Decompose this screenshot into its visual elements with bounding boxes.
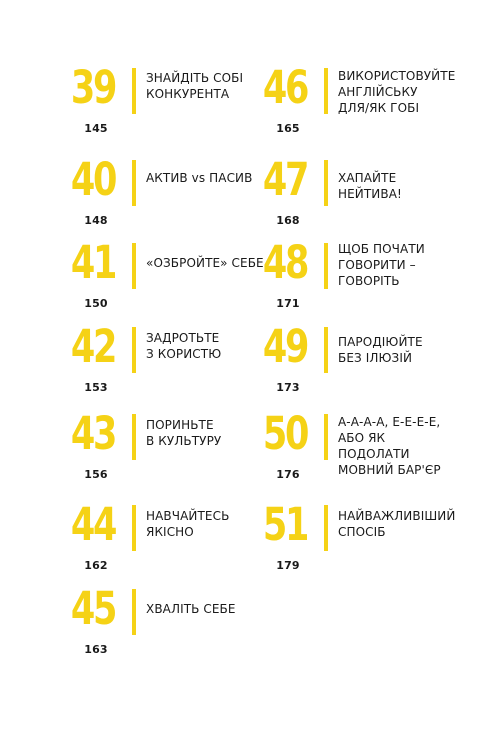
toc-entry[interactable] — [252, 61, 456, 148]
toc-entry[interactable] — [252, 498, 456, 585]
accent-bar — [324, 68, 328, 114]
chapter-title: ПАРОДІЮЙТЕ БЕЗ ІЛЮЗІЙ — [338, 335, 423, 365]
toc-entry[interactable] — [252, 407, 452, 494]
toc-entry[interactable] — [60, 498, 260, 585]
chapter-title: ПОРИНЬТЕ В КУЛЬТУРУ — [146, 418, 222, 448]
chapter-title: ЗАДРОТЬТЕ З КОРИСТЮ — [146, 331, 222, 361]
accent-bar — [132, 589, 136, 635]
toc-entry[interactable] — [60, 582, 260, 669]
chapter-title: ВИКОРИСТОВУЙТЕ АНГЛІЙСЬКУ ДЛЯ/ЯК ГОБІ — [338, 69, 456, 115]
accent-bar — [324, 243, 328, 289]
page-number: 173 — [276, 381, 300, 394]
page-number: 162 — [84, 559, 108, 572]
accent-bar — [132, 160, 136, 206]
chapter-number: 40 — [70, 153, 116, 206]
chapter-number: 48 — [262, 236, 308, 289]
page-number: 148 — [84, 214, 108, 227]
toc-entry[interactable] — [60, 236, 264, 323]
chapter-title: ХАПАЙТЕ НЕЙТИВА! — [338, 171, 402, 201]
page-number: 153 — [84, 381, 108, 394]
accent-bar — [324, 160, 328, 206]
accent-bar — [132, 414, 136, 460]
chapter-number: 51 — [262, 498, 308, 551]
accent-bar — [324, 505, 328, 551]
chapter-number: 44 — [70, 498, 116, 551]
chapter-title: НАЙВАЖЛИВІШИЙ СПОСІБ — [338, 509, 456, 539]
page-number: 163 — [84, 643, 108, 656]
page-number: 171 — [276, 297, 300, 310]
accent-bar — [132, 327, 136, 373]
toc-entry[interactable] — [252, 153, 452, 240]
chapter-number: 50 — [262, 407, 308, 460]
accent-bar — [132, 505, 136, 551]
page-number: 176 — [276, 468, 300, 481]
page-number: 179 — [276, 559, 300, 572]
chapter-title: НАВЧАЙТЕСЬ ЯКІСНО — [146, 509, 230, 539]
chapter-number: 42 — [70, 320, 116, 373]
page-number: 165 — [276, 122, 300, 135]
chapter-title: ХВАЛІТЬ СЕБЕ — [146, 602, 236, 616]
accent-bar — [324, 327, 328, 373]
chapter-number: 45 — [70, 582, 116, 635]
chapter-title: АКТИВ vs ПАСИВ — [146, 171, 253, 185]
page-number: 145 — [84, 122, 108, 135]
page-number: 168 — [276, 214, 300, 227]
accent-bar — [132, 68, 136, 114]
page-number: 150 — [84, 297, 108, 310]
toc-entry[interactable] — [252, 320, 452, 407]
toc-entry[interactable] — [252, 236, 452, 323]
chapter-title: А-А-А-А, Е-Е-Е-Е, АБО ЯК ПОДОЛАТИ МОВНИЙ БАР'ЄР — [338, 415, 441, 477]
chapter-number: 41 — [70, 236, 116, 289]
accent-bar — [132, 243, 136, 289]
chapter-number: 39 — [70, 61, 116, 114]
chapter-number: 47 — [262, 153, 308, 206]
chapter-number: 46 — [262, 61, 308, 114]
chapter-number: 43 — [70, 407, 116, 460]
toc-entry[interactable] — [60, 153, 260, 240]
chapter-title: «ОЗБРОЙТЕ» СЕБЕ — [146, 256, 264, 270]
chapter-title: ЩОБ ПОЧАТИ ГОВОРИТИ – ГОВОРІТЬ — [338, 242, 425, 288]
toc-entry[interactable] — [60, 407, 260, 494]
accent-bar — [324, 414, 328, 460]
toc-entry[interactable] — [60, 61, 260, 148]
chapter-number: 49 — [262, 320, 308, 373]
chapter-title: ЗНАЙДІТЬ СОБІ КОНКУРЕНТА — [146, 71, 244, 101]
page-number: 156 — [84, 468, 108, 481]
toc-entry[interactable] — [60, 320, 260, 407]
